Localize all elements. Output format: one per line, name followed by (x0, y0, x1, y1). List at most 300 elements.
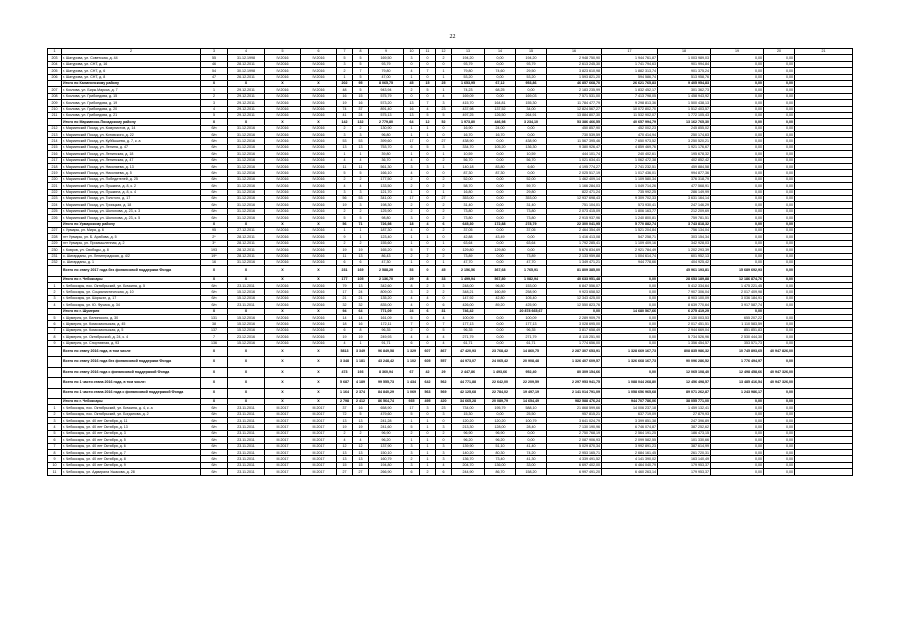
value-cell: 28.12.2011 (228, 253, 265, 259)
amount-cell: 0,00 (711, 144, 764, 150)
amount-cell: 0,00 (711, 443, 764, 449)
header-cell: 21 (795, 49, 853, 55)
value-cell: 3 (436, 283, 452, 289)
amount-cell: 0,00 (764, 106, 795, 112)
value-cell: б/н (201, 283, 228, 289)
address-cell: г. Шумерля, ул. Спортивная, д. 93 (62, 340, 201, 346)
value-cell: 0,00 (485, 259, 516, 265)
value-cell: IV.2016 (301, 93, 337, 99)
value-cell: III.2017 (301, 430, 337, 436)
value-cell: 14 (353, 315, 369, 321)
value-cell: 31.12.2016 (228, 164, 265, 170)
value-cell: 9 (337, 234, 353, 240)
address-cell: г. Мариинский Посад, ул. Ленина, д. 47 (62, 144, 201, 150)
amount-cell: 2 017 451,51 (658, 321, 711, 327)
value-cell: 31 (436, 308, 452, 314)
value-cell: 29.12.2011 (228, 100, 265, 106)
value-cell: 129,80 (452, 247, 485, 253)
row-number: 9 (48, 456, 62, 462)
amount-cell: 957 815,21 (547, 411, 602, 417)
value-cell: 147,92 (452, 295, 485, 301)
value-cell: 569 (436, 388, 452, 398)
value-cell: 16 (404, 106, 420, 112)
value-cell: 6 (436, 221, 452, 227)
value-cell: X (201, 388, 228, 398)
amount-cell: 2 087 906,93 (547, 437, 602, 443)
value-cell: 3 (436, 100, 452, 106)
row-number: 1 (48, 405, 62, 411)
header-cell: 2 (62, 49, 201, 55)
value-cell: 105 (353, 276, 369, 282)
value-cell: 96,80 (369, 132, 404, 138)
value-cell: 67 (404, 367, 420, 377)
value-cell: 6 (337, 327, 353, 333)
row-number (48, 357, 62, 367)
value-cell: IV.2016 (301, 315, 337, 321)
value-cell: IV.2016 (301, 164, 337, 170)
value-cell: 160,79 (369, 456, 404, 462)
value-cell: IV.2016 (265, 170, 301, 176)
value-cell: X (228, 378, 265, 388)
value-cell: X (201, 357, 228, 367)
value-cell: X (228, 357, 265, 367)
value-cell: 0 (420, 202, 436, 208)
address-cell: г. Козлова, ул. Грибоедова, д. 21 (62, 112, 201, 118)
value-cell: 3 (404, 289, 420, 295)
amount-cell: 4 195 774,27 (547, 164, 602, 170)
row-number: 4 (48, 424, 62, 430)
amount-cell: 0,00 (764, 68, 795, 74)
value-cell: 5 (420, 87, 436, 93)
amount-cell: 0,00 (711, 189, 764, 195)
row-number: 11 (48, 469, 62, 475)
row-number: 215 (48, 144, 62, 150)
amount-cell: 0,00 (764, 170, 795, 176)
value-cell: X (265, 221, 301, 227)
address-cell: г. Мариинский Посад, ул. Котовского, д. 22 (62, 132, 201, 138)
amount-cell: 9 380 926,47 (547, 144, 602, 150)
row-number: 224 (48, 202, 62, 208)
amount-cell: 0,00 (764, 456, 795, 462)
amount-cell: 0,00 (602, 367, 658, 377)
value-cell: X (201, 367, 228, 377)
value-cell: 79,80 (369, 68, 404, 74)
value-cell: 38 (201, 321, 228, 327)
value-cell: 133,50 (369, 183, 404, 189)
amount-cell: 0,00 (764, 266, 795, 276)
value-cell: IV.2016 (265, 195, 301, 201)
value-cell: 27 (353, 469, 369, 475)
value-cell: IV.2016 (265, 253, 301, 259)
value-cell: 31.12.2016 (228, 170, 265, 176)
value-cell: IV.2016 (301, 176, 337, 182)
value-cell: IV.2016 (265, 189, 301, 195)
value-cell: 37 (337, 405, 353, 411)
value-cell: 2 (353, 176, 369, 182)
value-cell: 2 (337, 240, 353, 246)
value-cell: 1 (337, 74, 353, 80)
amount-cell: 0,00 (764, 208, 795, 214)
value-cell: X (265, 367, 301, 377)
value-cell: 195,79 (485, 405, 516, 411)
value-cell: 1 (404, 125, 420, 131)
amount-cell: 247 146,29 (658, 202, 711, 208)
amount-cell: 751 104,01 (547, 202, 602, 208)
amount-cell: 2 613 245,30 (547, 61, 602, 67)
value-cell: III.2017 (265, 418, 301, 424)
address-cell: г. Шатурова, ул. СНТ, д. 8 (62, 74, 201, 80)
value-cell: б/н (201, 138, 228, 144)
value-cell: III.2017 (265, 469, 301, 475)
amount-cell: 245 855,02 (658, 125, 711, 131)
address-cell: с. Шигарданы, д. 1 (62, 259, 201, 265)
value-cell: IV.2016 (265, 138, 301, 144)
value-cell: III.2017 (265, 424, 301, 430)
value-cell: 3 (404, 164, 420, 170)
subtotal-row (48, 367, 853, 377)
amount-cell: 822 471,24 (547, 189, 602, 195)
amount-cell: 0,00 (711, 132, 764, 138)
value-cell: 3* (201, 240, 228, 246)
value-cell: 2 (353, 240, 369, 246)
amount-cell: 0,00 (764, 240, 795, 246)
amount-cell: 0,00 (764, 334, 795, 340)
value-cell: б/н (201, 202, 228, 208)
value-cell: 23.11.2011 (228, 443, 265, 449)
value-cell: 129,80 (485, 247, 516, 253)
value-cell: 0 (436, 295, 452, 301)
value-cell: X (301, 308, 337, 314)
amount-cell: 1 459 132,41 (658, 405, 711, 411)
amount-cell: 0,00 (547, 308, 602, 314)
amount-cell: 12 065 108,40 (658, 367, 711, 377)
row-number: 3 (48, 295, 62, 301)
value-cell: 155,30 (516, 100, 547, 106)
value-cell: 353,00 (452, 195, 485, 201)
amount-cell: 0,00 (764, 151, 795, 157)
amount-cell: 0,00 (764, 164, 795, 170)
amount-cell: 2 750 768,19 (547, 430, 602, 436)
amount-cell: 0,00 (764, 259, 795, 265)
value-cell: IV.2016 (265, 176, 301, 182)
value-cell: 16 (201, 259, 228, 265)
header-cell: 17 (602, 49, 658, 55)
value-cell: IV.2016 (265, 93, 301, 99)
value-cell: 0 (436, 132, 452, 138)
value-cell: 0 (436, 234, 452, 240)
address-cell: с. Шигарданы, ул. Ленинградская, д. 4/2 (62, 253, 201, 259)
amount-cell: 40 633 951,48 (547, 276, 602, 282)
address-cell: г. Чебоксары, ул. 40 лет Октября, д. 7 (62, 450, 201, 456)
amount-cell: 0,00 (764, 80, 795, 86)
value-cell: III.2017 (301, 405, 337, 411)
value-cell: 96,90 (485, 430, 516, 436)
value-cell: б/н (201, 144, 228, 150)
value-cell: X (265, 276, 301, 282)
value-cell: 0 (420, 321, 436, 327)
value-cell: 0,00 (516, 87, 547, 93)
amount-cell: 286 149,99 (658, 189, 711, 195)
value-cell: IV.2016 (265, 321, 301, 327)
amount-cell: 1 462 409,14 (547, 176, 602, 182)
value-cell: IV.2016 (301, 74, 337, 80)
value-cell: 0,00 (485, 202, 516, 208)
value-cell: X (301, 80, 337, 86)
value-cell: 16,80 (452, 189, 485, 195)
value-cell: 11 (353, 164, 369, 170)
value-cell: 52,00 (452, 176, 485, 182)
value-cell: 607 (420, 346, 436, 356)
amount-cell: 0,00 (711, 80, 764, 86)
amount-cell: 12 343 425,00 (547, 295, 602, 301)
amount-cell: 12 186 874,76 (711, 276, 764, 282)
amount-cell: 0,00 (764, 450, 795, 456)
value-cell: IV.2016 (301, 151, 337, 157)
value-cell: 61,71 (516, 340, 547, 346)
value-cell: IV.2016 (301, 132, 337, 138)
row-number: 230 (48, 247, 62, 253)
amount-cell: 0,00 (764, 315, 795, 321)
header-cell: 7 (337, 49, 353, 55)
value-cell: 3 (420, 164, 436, 170)
value-cell: IV.2016 (301, 87, 337, 93)
value-cell: X (228, 308, 265, 314)
subtotal-row (48, 388, 853, 398)
value-cell: 5 (404, 315, 420, 321)
amount-cell: 452 002,23 (602, 125, 658, 131)
value-cell: IV.2016 (265, 55, 301, 61)
value-cell: IV.2016 (301, 157, 337, 163)
header-cell: 8 (353, 49, 369, 55)
value-cell: 8 360,94 (369, 367, 404, 377)
value-cell: X (265, 346, 301, 356)
value-cell: IV.2016 (301, 240, 337, 246)
value-cell: 31,40 (452, 202, 485, 208)
value-cell: 23 (436, 106, 452, 112)
value-cell: 23 768,42 (485, 346, 516, 356)
value-cell: 278,79 (516, 221, 547, 227)
value-cell: 0,00 (485, 411, 516, 417)
value-cell: 84 840,29 (369, 388, 404, 398)
amount-cell: 0,00 (764, 215, 795, 221)
value-cell: 4 (436, 340, 452, 346)
value-cell: 4 (404, 334, 420, 340)
value-cell: 5 (436, 327, 452, 333)
value-cell: б/н (201, 418, 228, 424)
amount-cell (795, 388, 853, 398)
value-cell: 2 (420, 253, 436, 259)
value-cell: 7 (420, 100, 436, 106)
value-cell: 86 564,74 (369, 398, 404, 404)
amount-cell: 1 792 285,41 (547, 240, 602, 246)
value-cell: 2 156,56 (452, 266, 485, 276)
amount-cell: 0,00 (602, 315, 658, 321)
amount-cell: 0,00 (764, 176, 795, 182)
value-cell: IV.2016 (301, 234, 337, 240)
value-cell: 13 (353, 450, 369, 456)
value-cell: 33,00 (516, 462, 547, 468)
address-cell: г. Чебоксары, ул. 40 лет Октября, д. 13 (62, 424, 201, 430)
address-cell: г. Чебоксары, ул. 40 лет Октября, д. 9 (62, 462, 201, 468)
value-cell: 23 (436, 405, 452, 411)
header-cell: 18 (658, 49, 711, 55)
value-cell: 94 (337, 308, 353, 314)
amount-cell: 1 088 044 268,80 (602, 378, 658, 388)
value-cell: б/н (201, 450, 228, 456)
value-cell: 11 (337, 253, 353, 259)
value-cell: 479,60 (369, 411, 404, 417)
value-cell: 17 (404, 138, 420, 144)
amount-cell: 5 734 526,96 (658, 334, 711, 340)
value-cell: б/н (201, 183, 228, 189)
amount-cell: 0,00 (711, 195, 764, 201)
value-cell: 575,79 (369, 93, 404, 99)
value-cell: 73,40 (485, 456, 516, 462)
value-cell: 1 765,91 (516, 266, 547, 276)
value-cell: 137,90 (369, 443, 404, 449)
value-cell: 0 (420, 176, 436, 182)
value-cell: 2 (420, 289, 436, 295)
amount-cell: 0,00 (602, 334, 658, 340)
value-cell: 17 (337, 289, 353, 295)
value-cell: 15.12.2016 (228, 295, 265, 301)
value-cell: IV.2016 (301, 327, 337, 333)
value-cell: X (201, 398, 228, 404)
value-cell: б/н (201, 456, 228, 462)
value-cell: б/н (201, 295, 228, 301)
value-cell: 0,00 (485, 157, 516, 163)
amount-cell: 513 958,76 (658, 74, 711, 80)
header-cell: 9 (369, 49, 404, 55)
value-cell: 13 (353, 283, 369, 289)
address-cell: г. Чебоксары, пос. Октябрьский, ул. Богданова, д. 2 (62, 411, 201, 417)
value-cell: 31.12.2016 (228, 195, 265, 201)
value-cell: 0 (420, 208, 436, 214)
value-cell: 73,89 (516, 253, 547, 259)
value-cell: 3 (404, 450, 420, 456)
value-cell: 573,20 (369, 100, 404, 106)
amount-cell: 1 772 105,43 (658, 112, 711, 118)
value-cell: 658,90 (369, 405, 404, 411)
amount-cell: 1 110 583,59 (711, 321, 764, 327)
amount-cell: 2 953 165,71 (547, 450, 602, 456)
value-cell: IV.2016 (265, 157, 301, 163)
value-cell: 169,50 (369, 55, 404, 61)
value-cell: X (201, 221, 228, 227)
value-cell: 96,35 (452, 327, 485, 333)
value-cell: III.2017 (265, 430, 301, 436)
address-cell: г. Шатурова, ул. Советская, д. 44 (62, 55, 201, 61)
value-cell: 20 089,79 (485, 398, 516, 404)
row-number: 5 (48, 430, 62, 436)
value-cell: X (301, 378, 337, 388)
value-cell: 24 (353, 289, 369, 295)
value-cell: 6 (436, 469, 452, 475)
value-cell: 1 (337, 151, 353, 157)
amount-cell: 1 475 221,45 (711, 283, 764, 289)
value-cell: 746,42 (452, 308, 485, 314)
address-cell: г. Мариинский Посад, ул. Победителей, д. 25 (62, 176, 201, 182)
amount-cell: 0,00 (764, 418, 795, 424)
value-cell: 19 (337, 202, 353, 208)
amount-cell: 387 614,99 (658, 443, 711, 449)
amount-cell: 0,00 (711, 100, 764, 106)
value-cell: 645,30 (452, 221, 485, 227)
value-cell: 348,21 (452, 289, 485, 295)
amount-cell: 2 073 415,09 (547, 208, 602, 214)
value-cell: 2 (353, 430, 369, 436)
value-cell: 0,00 (485, 55, 516, 61)
amount-cell: 212 209,69 (658, 208, 711, 214)
row-number: 8 (48, 334, 62, 340)
value-cell: 2 (436, 208, 452, 214)
address-cell: г. Шумерля, ул. Октябрьской, д. 24, к. 4 (62, 334, 201, 340)
amount-cell: 10 072 802,70 (602, 106, 658, 112)
value-cell: 19 (337, 247, 353, 253)
value-cell: б/н (201, 208, 228, 214)
value-cell: 22 784,02 (485, 388, 516, 398)
value-cell: 105,20 (485, 144, 516, 150)
amount-cell: 0,00 (602, 295, 658, 301)
address-cell: Итого по Урмарскому району (62, 221, 201, 227)
value-cell: 89,20 (485, 302, 516, 308)
value-cell: 0 (420, 138, 436, 144)
value-cell: 53,20 (452, 74, 485, 80)
amount-cell: 0,00 (711, 125, 764, 131)
value-cell: 36,70 (369, 157, 404, 163)
value-cell: 139,90 (452, 443, 485, 449)
value-cell: 42,80 (485, 295, 516, 301)
value-cell: б/н (201, 289, 228, 295)
value-cell: 3 (436, 411, 452, 417)
value-cell: 21 (337, 295, 353, 301)
amount-cell: 261 720,31 (658, 450, 711, 456)
value-cell: 2 (436, 289, 452, 295)
value-cell: 13 (404, 100, 420, 106)
value-cell: III.2017 (265, 443, 301, 449)
value-cell: 2 (337, 68, 353, 74)
value-cell: 43 248,42 (369, 357, 404, 367)
amount-cell: 387 252,62 (658, 424, 711, 430)
value-cell: б/н (201, 157, 228, 163)
amount-cell: 353 571,73 (711, 340, 764, 346)
value-cell: 4 (353, 437, 369, 443)
amount-cell (795, 367, 853, 377)
value-cell: X (265, 388, 301, 398)
amount-cell: 0,00 (711, 221, 764, 227)
value-cell: 6 (404, 469, 420, 475)
value-cell: 14 860,75 (516, 346, 547, 356)
value-cell: 399,60 (369, 138, 404, 144)
value-cell: 53 (404, 266, 420, 276)
value-cell: 16 (353, 321, 369, 327)
amount-cell: 0,00 (711, 208, 764, 214)
value-cell: 557 (436, 357, 452, 367)
amount-cell: 9 298 813,36 (602, 100, 658, 106)
value-cell: 0,00 (485, 340, 516, 346)
value-cell: 341,00 (369, 195, 404, 201)
value-cell: 95 (201, 227, 228, 233)
value-cell: IV.2016 (301, 321, 337, 327)
value-cell: 2 (404, 176, 420, 182)
subtotal-row (48, 357, 853, 367)
value-cell: 8 065,75 (369, 80, 404, 86)
value-cell: 136,70 (452, 456, 485, 462)
value-cell: 13 (353, 144, 369, 150)
address-cell: г. Чебоксары, ул. 40 лет Октября, д. 8 (62, 456, 201, 462)
address-cell: пгт Урмары, ул. Промышленная, д. 2 (62, 240, 201, 246)
value-cell: 31.12.2016 (228, 202, 265, 208)
